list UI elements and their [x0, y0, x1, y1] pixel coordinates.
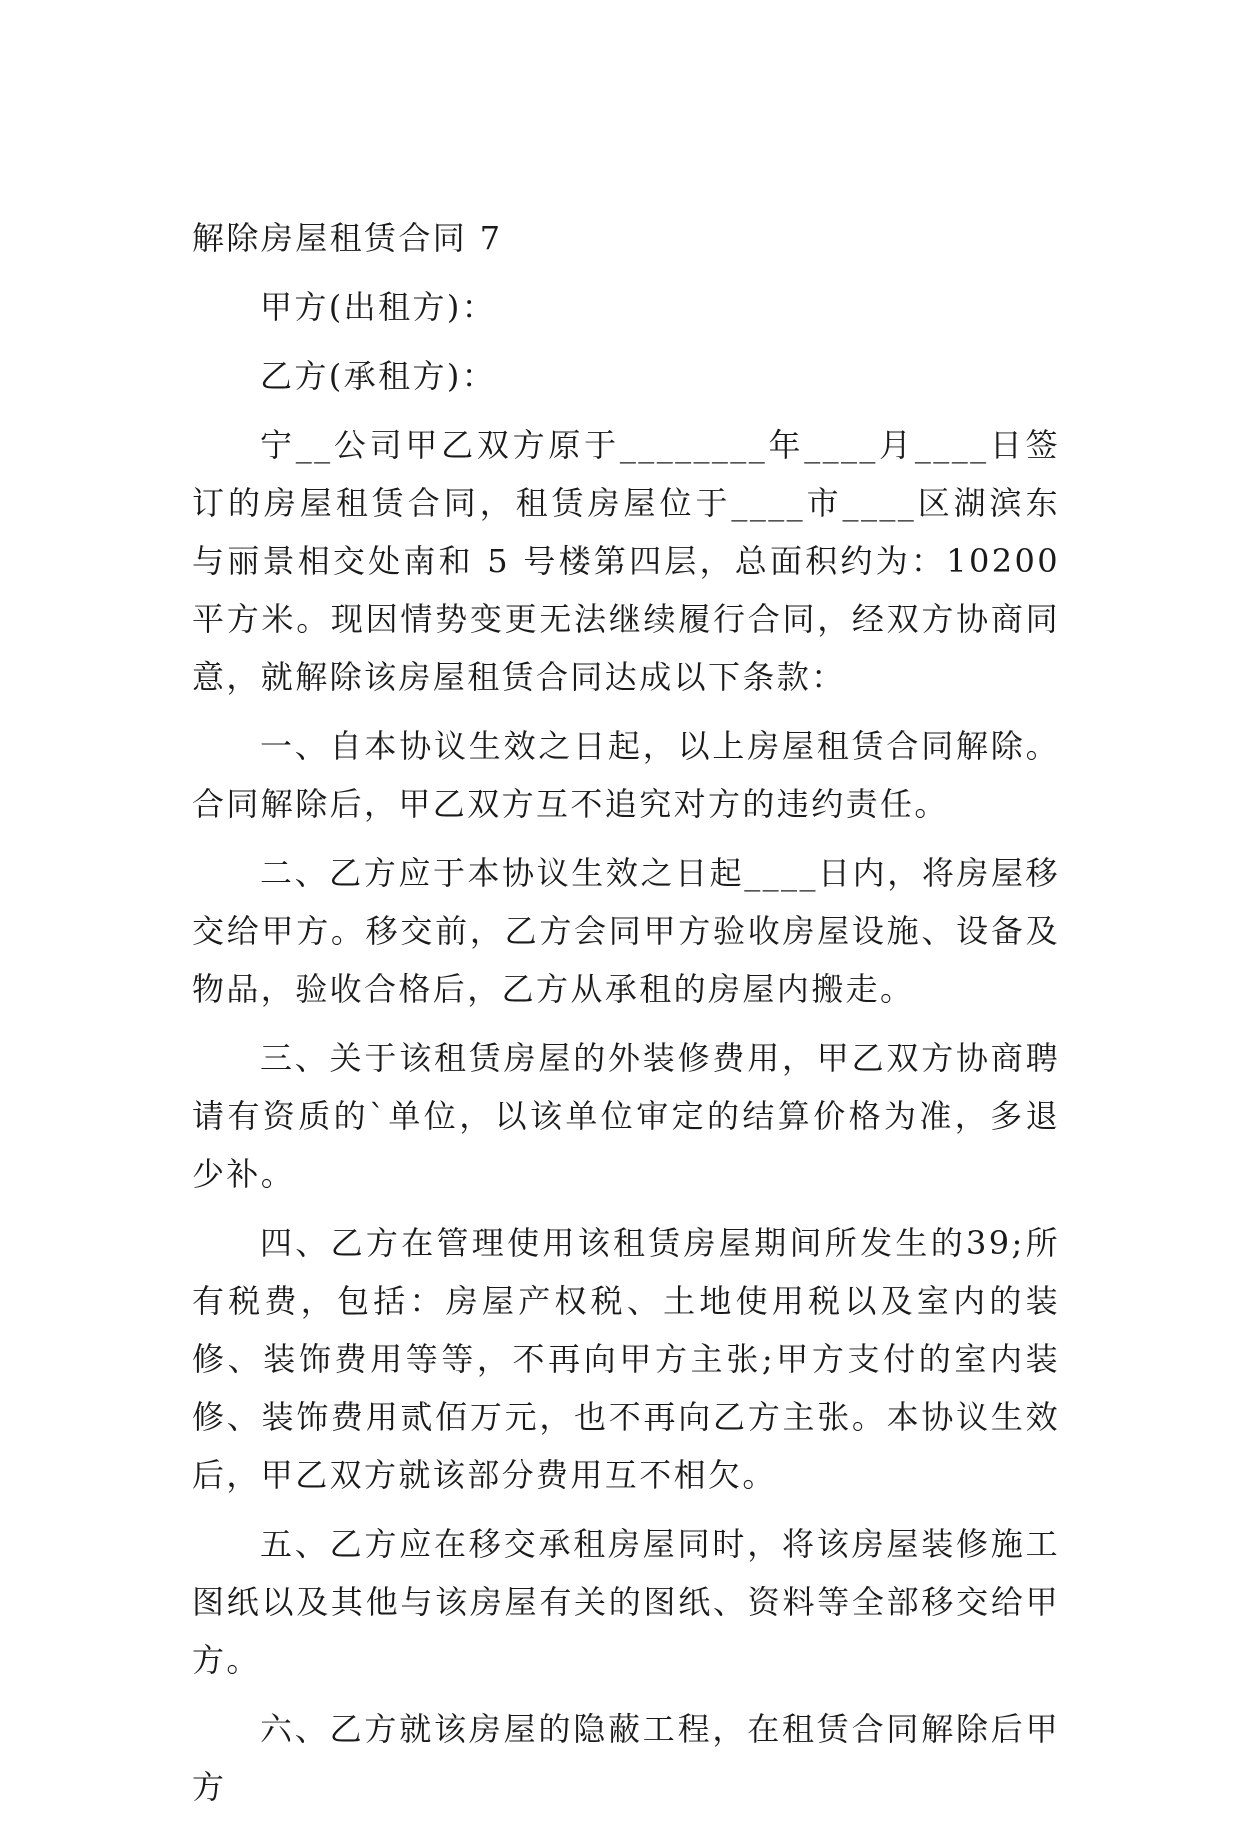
clause-5: 五、乙方应在移交承租房屋同时，将该房屋装修施工图纸以及其他与该房屋有关的图纸、资料等全部移交给甲方。	[192, 1525, 1060, 1679]
clause-4: 四、乙方在管理使用该租赁房屋期间所发生的39;所有税费，包括：房屋产权税、土地使用税以及室内的装修、装饰费用等等，不再向甲方主张;甲方支付的室内装修、装饰费用贰佰万元，也不再向乙方主张。本协议生效后，甲乙双方就该部分费用互不相欠。	[192, 1224, 1060, 1494]
clause-3: 三、关于该租赁房屋的外装修费用，甲乙双方协商聘请有资质的`单位，以该单位审定的结算价格为准，多退少补。	[192, 1039, 1060, 1193]
document-title: 解除房屋租赁合同 7	[192, 219, 503, 257]
clause-6: 六、乙方就该房屋的隐蔽工程，在租赁合同解除后甲方	[192, 1710, 1060, 1806]
party-b-line: 乙方(承租方)：	[260, 357, 497, 395]
clause-2: 二、乙方应于本协议生效之日起____日内，将房屋移交给甲方。移交前，乙方会同甲方验收房屋设施、设备及物品，验收合格后，乙方从承租的房屋内搬走。	[192, 854, 1060, 1008]
document-body	[192, 209, 1060, 1827]
clause-1: 一、自本协议生效之日起，以上房屋租赁合同解除。合同解除后，甲乙双方互不追究对方的违约责任。	[192, 727, 1060, 823]
intro-paragraph: 宁__公司甲乙双方原于________年____月____日签订的房屋租赁合同，租赁房屋位于____市____区湖滨东与丽景相交处南和 5 号楼第四层，总面积约为：10200 平方米。现因情势变更无法继续履行合同，经双方协商同意，就解除该房屋租赁合同达成以下条款：	[192, 426, 1060, 696]
party-a-line: 甲方(出租方)：	[260, 288, 497, 326]
